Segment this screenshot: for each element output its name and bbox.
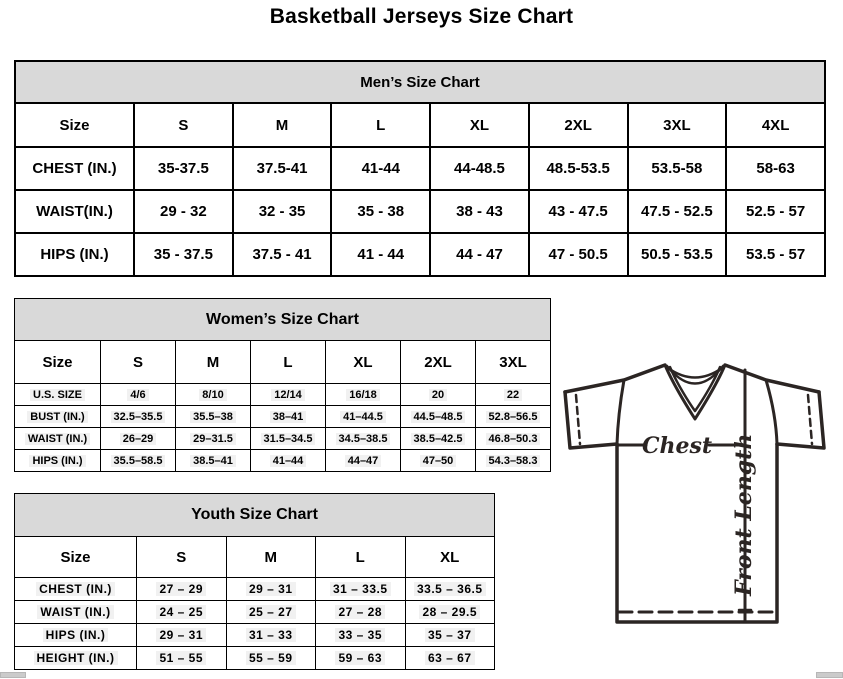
table-row [15,601,495,624]
cell-value: 31 – 33.5 [330,582,391,596]
size-value-cell: 43 - 47.5 [529,190,628,233]
row-label: HIPS (IN.) [15,233,134,276]
row-label-text: WAIST (IN.) [37,605,113,619]
row-label-text: HEIGHT (IN.) [34,651,118,665]
size-value-cell [251,428,326,450]
size-value-cell [405,647,495,670]
size-value-cell [401,428,476,450]
womens-column-header-2xl: 2XL [401,341,476,384]
cell-value: 55 – 59 [246,651,296,665]
row-label: WAIST(IN.) [15,190,134,233]
table-row [15,647,495,670]
mens-table-title: Men’s Size Chart [15,61,825,103]
row-label-text: HIPS (IN.) [43,628,109,642]
size-value-cell [251,384,326,406]
row-label [15,406,101,428]
size-value-cell: 38 - 43 [430,190,529,233]
cell-value: 33 – 35 [335,628,385,642]
size-value-cell [476,384,551,406]
size-value-cell: 58-63 [726,147,825,190]
right-sleeve-seam [766,380,777,444]
row-label [15,578,137,601]
cell-value: 54.3–58.3 [486,455,541,467]
size-value-cell [326,384,401,406]
size-value-cell [316,624,406,647]
cell-value: 35 – 37 [425,628,475,642]
cell-value: 38.5–42.5 [411,433,466,445]
mens-size-chart-table [14,60,826,277]
row-label [15,450,101,472]
size-value-cell [316,601,406,624]
table-row [15,190,825,233]
left-sleeve-cuff-dashed-line [576,395,580,444]
size-value-cell: 50.5 - 53.5 [628,233,727,276]
cell-value: 46.8–50.3 [486,433,541,445]
size-value-cell [176,406,251,428]
cell-value: 16/18 [346,389,380,401]
size-value-cell [176,428,251,450]
row-label [15,384,101,406]
womens-column-header-size: Size [15,341,101,384]
size-value-cell: 53.5-58 [628,147,727,190]
mens-column-header-3xl: 3XL [628,103,727,147]
size-value-cell [476,450,551,472]
cell-value: 44–47 [345,455,382,467]
size-value-cell: 47 - 50.5 [529,233,628,276]
size-value-cell [226,601,316,624]
table-row [15,450,551,472]
table-row [15,233,825,276]
table-row [15,147,825,190]
womens-column-header-s: S [101,341,176,384]
size-value-cell [137,624,227,647]
size-value-cell: 41 - 44 [331,233,430,276]
mens-column-header-2xl: 2XL [529,103,628,147]
cell-value: 24 – 25 [156,605,206,619]
size-value-cell [137,578,227,601]
row-label-text: HIPS (IN.) [29,455,85,467]
row-label-text: WAIST (IN.) [25,433,90,445]
womens-column-header-m: M [176,341,251,384]
row-label [15,624,137,647]
mens-column-header-l: L [331,103,430,147]
size-value-cell: 53.5 - 57 [726,233,825,276]
cell-value: 28 – 29.5 [419,605,480,619]
size-value-cell [405,578,495,601]
womens-column-header-3xl: 3XL [476,341,551,384]
size-value-cell [137,601,227,624]
size-value-cell [101,428,176,450]
size-value-cell [251,406,326,428]
table-row [15,406,551,428]
cell-value: 8/10 [199,389,226,401]
size-value-cell [226,624,316,647]
youth-size-chart-table [14,493,495,670]
row-label-text: U.S. SIZE [30,389,85,401]
cell-value: 47–50 [420,455,457,467]
size-value-cell: 41-44 [331,147,430,190]
size-value-cell [405,601,495,624]
row-label-text: CHEST (IN.) [36,582,115,596]
row-label [15,428,101,450]
size-value-cell [101,450,176,472]
size-value-cell: 48.5-53.5 [529,147,628,190]
youth-column-header-s: S [137,537,227,578]
cell-value: 27 – 28 [335,605,385,619]
size-value-cell: 32 - 35 [233,190,332,233]
cell-value: 63 – 67 [425,651,475,665]
cell-value: 35.5–38 [190,411,236,423]
cell-value: 4/6 [127,389,148,401]
cell-value: 29–31.5 [190,433,236,445]
cell-value: 41–44 [270,455,307,467]
row-label [15,601,137,624]
size-value-cell: 29 - 32 [134,190,233,233]
horizontal-scrollbar-fragment-right[interactable] [816,672,843,678]
size-value-cell [401,450,476,472]
size-value-cell: 44 - 47 [430,233,529,276]
size-value-cell: 35 - 38 [331,190,430,233]
chest-label: Chest [641,433,713,459]
size-value-cell: 52.5 - 57 [726,190,825,233]
womens-size-chart-table [14,298,551,472]
row-label: CHEST (IN.) [15,147,134,190]
table-row [15,384,551,406]
size-value-cell: 37.5-41 [233,147,332,190]
jersey-measurement-diagram [558,356,838,628]
size-value-cell [251,450,326,472]
size-value-cell [326,428,401,450]
left-sleeve-seam [617,380,624,444]
cell-value: 33.5 – 36.5 [414,582,486,596]
left-sleeve-outline [565,392,617,448]
cell-value: 26–29 [120,433,157,445]
size-value-cell [226,578,316,601]
size-value-cell [137,647,227,670]
size-value-cell: 37.5 - 41 [233,233,332,276]
size-value-cell [226,647,316,670]
size-value-cell [401,384,476,406]
cell-value: 35.5–58.5 [111,455,166,467]
youth-column-header-xl: XL [405,537,495,578]
size-value-cell [401,406,476,428]
right-sleeve-outline [777,392,824,448]
right-shoulder-outline [725,365,819,392]
cell-value: 12/14 [271,389,305,401]
table-row [15,624,495,647]
size-value-cell [176,450,251,472]
youth-column-header-size: Size [15,537,137,578]
cell-value: 41–44.5 [340,411,386,423]
womens-table-title: Women’s Size Chart [15,299,551,341]
cell-value: 20 [429,389,447,401]
size-value-cell: 35 - 37.5 [134,233,233,276]
page-title: Basketball Jerseys Size Chart [269,5,574,28]
front-length-label: Front Length [731,433,757,596]
size-value-cell [316,578,406,601]
size-value-cell [405,624,495,647]
womens-column-header-l: L [251,341,326,384]
size-value-cell: 44-48.5 [430,147,529,190]
right-sleeve-cuff-dashed-line [808,395,812,444]
size-value-cell [101,384,176,406]
cell-value: 29 – 31 [246,582,296,596]
youth-table-title: Youth Size Chart [15,494,495,537]
cell-value: 34.5–38.5 [336,433,391,445]
mens-column-header-m: M [233,103,332,147]
cell-value: 32.5–35.5 [111,411,166,423]
table-row [15,428,551,450]
cell-value: 38–41 [270,411,307,423]
size-value-cell [326,406,401,428]
row-label [15,647,137,670]
size-value-cell [326,450,401,472]
cell-value: 25 – 27 [246,605,296,619]
size-value-cell [176,384,251,406]
cell-value: 31 – 33 [246,628,296,642]
size-value-cell [101,406,176,428]
row-label-text: BUST (IN.) [27,411,87,423]
size-value-cell: 47.5 - 52.5 [628,190,727,233]
womens-column-header-xl: XL [326,341,401,384]
mens-column-header-4xl: 4XL [726,103,825,147]
table-row [15,578,495,601]
size-value-cell [476,428,551,450]
cell-value: 31.5–34.5 [261,433,316,445]
cell-value: 52.8–56.5 [486,411,541,423]
youth-column-header-m: M [226,537,316,578]
cell-value: 51 – 55 [156,651,206,665]
cell-value: 27 – 29 [156,582,206,596]
size-value-cell [476,406,551,428]
cell-value: 44.5–48.5 [411,411,466,423]
left-shoulder-outline [565,365,665,392]
size-value-cell: 35-37.5 [134,147,233,190]
cell-value: 29 – 31 [156,628,206,642]
horizontal-scrollbar-fragment-left[interactable] [0,672,26,678]
mens-column-header-xl: XL [430,103,529,147]
cell-value: 22 [504,389,522,401]
size-value-cell [316,647,406,670]
mens-column-header-size: Size [15,103,134,147]
cell-value: 38.5–41 [190,455,236,467]
mens-column-header-s: S [134,103,233,147]
youth-column-header-l: L [316,537,406,578]
cell-value: 59 – 63 [335,651,385,665]
